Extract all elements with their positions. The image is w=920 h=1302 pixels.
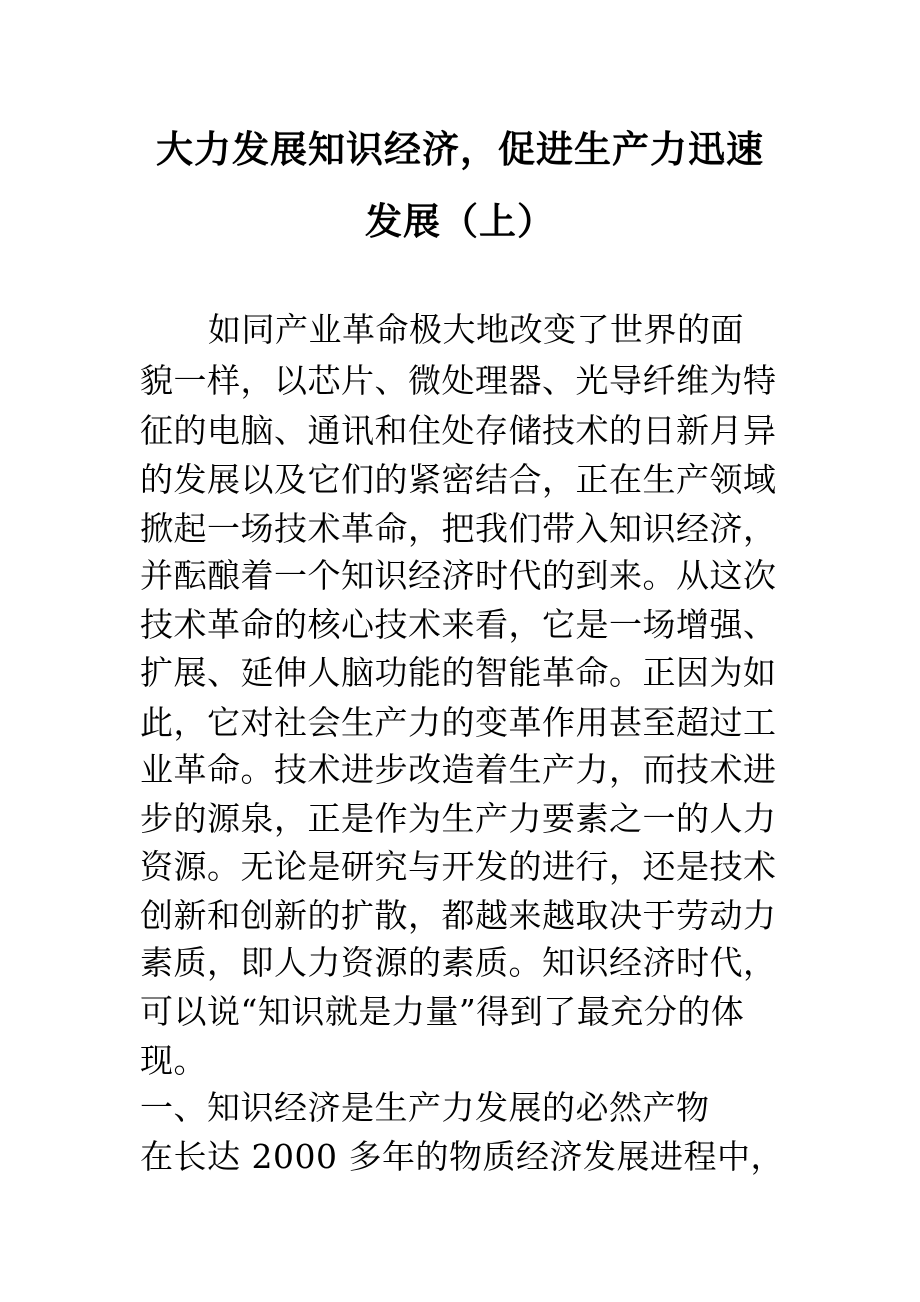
paragraph-line-6: 并酝酿着一个知识经济时代的到来。从这次	[140, 556, 777, 595]
paragraph-line-2: 貌一样，以芯片、微处理器、光导纤维为特	[140, 361, 777, 400]
paragraph-line-10: 业革命。技术进步改造着生产力，而技术进	[140, 750, 777, 789]
paragraph-line-9: 此，它对社会生产力的变革作用甚至超过工	[140, 703, 777, 742]
paragraph-line-8: 扩展、延伸人脑功能的智能革命。正因为如	[140, 653, 777, 692]
paragraph-line-15: 可以说“知识就是力量”得到了最充分的体	[140, 992, 745, 1031]
paragraph-line-7: 技术革命的核心技术来看，它是一场增强、	[140, 605, 777, 644]
document-title-line-1: 大力发展知识经济，促进生产力迅速	[156, 128, 764, 171]
paragraph-line-17: 在长达 2000 多年的物质经济发展进程中，	[140, 1137, 784, 1176]
paragraph-line-4: 的发展以及它们的紧密结合，正在生产领域	[140, 460, 777, 499]
document-title-line-2: 发展（上）	[365, 200, 555, 243]
paragraph-line-16: 现。	[140, 1041, 207, 1080]
paragraph-line-12: 资源。无论是研究与开发的进行，还是技术	[140, 847, 777, 886]
paragraph-line-13: 创新和创新的扩散，都越来越取决于劳动力	[140, 896, 777, 935]
paragraph-line-5: 掀起一场技术革命，把我们带入知识经济，	[140, 509, 777, 548]
section-heading-1: 一、知识经济是生产力发展的必然产物	[140, 1088, 710, 1127]
paragraph-line-11: 步的源泉，正是作为生产力要素之一的人力	[140, 799, 777, 838]
paragraph-line-3: 征的电脑、通讯和住处存储技术的日新月异	[140, 411, 777, 450]
paragraph-line-1: 如同产业革命极大地改变了世界的面	[208, 310, 744, 349]
paragraph-line-14: 素质，即人力资源的素质。知识经济时代，	[140, 943, 777, 982]
